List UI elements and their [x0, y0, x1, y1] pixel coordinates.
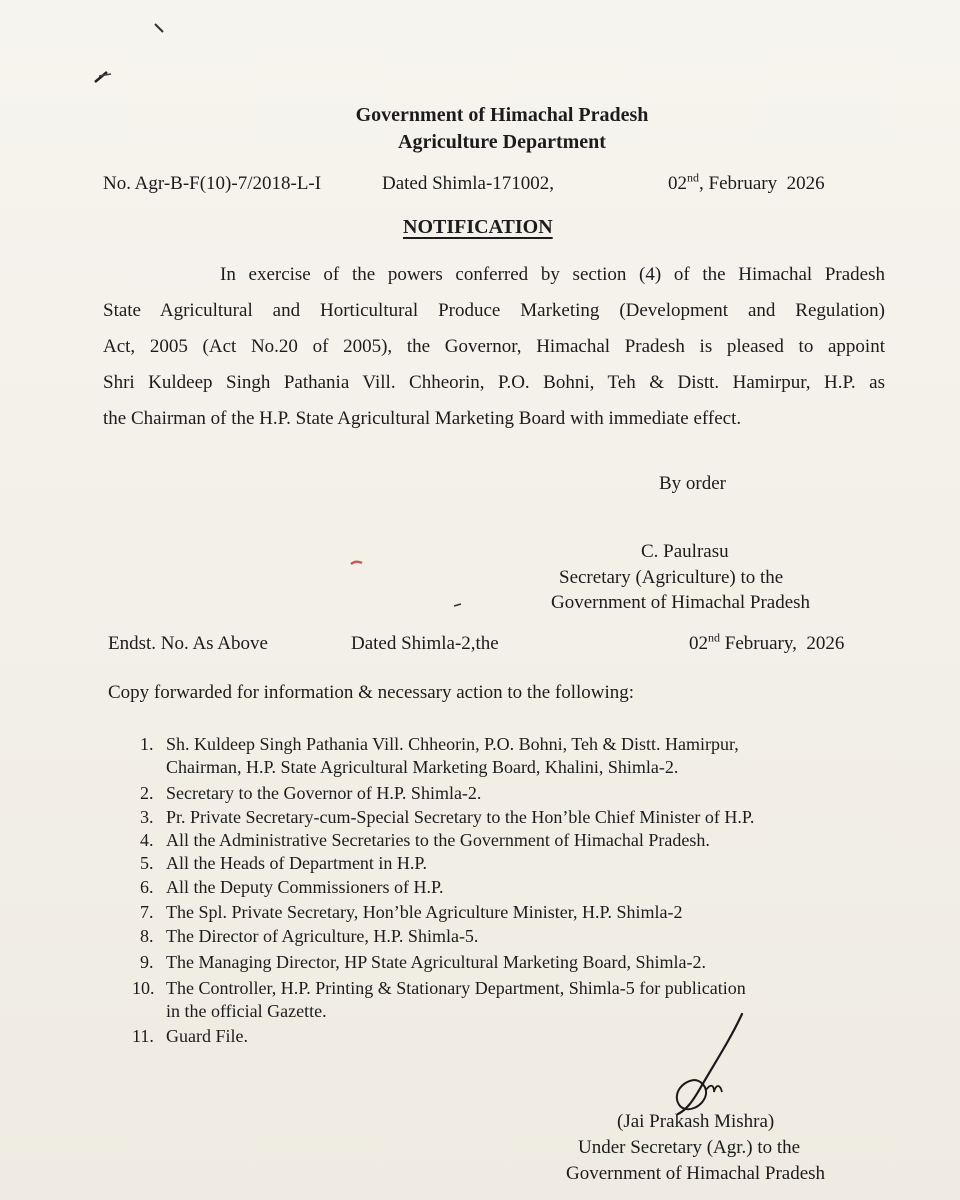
copy-forwarded-intro: Copy forwarded for information & necessary action to the following: — [108, 682, 635, 703]
list-text: Pr. Private Secretary-cum-Special Secretary to the Hon’ble Chief Minister of H.P. — [166, 807, 755, 827]
list-number: 7. — [140, 902, 154, 922]
signatory-government: Government of Himachal Pradesh — [551, 592, 811, 613]
reference-date-rest: , February 2026 — [699, 173, 825, 194]
body-line: Shri Kuldeep Singh Pathania Vill. Chheorin, P.O. Bohni, Teh & Distt. Hamirpur, H.P. as — [103, 372, 885, 393]
list-item — [140, 830, 710, 851]
ink-speck-icon — [452, 600, 464, 610]
list-number: 4. — [140, 830, 154, 850]
header-department: Agriculture Department — [398, 131, 606, 153]
endorsement-dated: Dated Shimla-2,the — [351, 633, 499, 654]
reference-dated: Dated Shimla-171002, — [382, 173, 555, 194]
body-line: State Agricultural and Horticultural Produce Marketing (Development and Regulation) — [103, 300, 885, 321]
list-number: 8. — [140, 926, 154, 946]
endorsement-date-rest: February, 2026 — [720, 633, 845, 654]
list-number: 9. — [140, 952, 154, 972]
signatory-name: C. Paulrasu — [641, 541, 729, 562]
notification-title: NOTIFICATION — [403, 216, 553, 238]
signatory-designation: Secretary (Agriculture) to the — [559, 567, 784, 588]
list-item — [140, 853, 427, 874]
list-item — [140, 952, 706, 973]
list-number: 2. — [140, 783, 154, 803]
list-text: The Spl. Private Secretary, Hon’ble Agriculture Minister, H.P. Shimla-2 — [166, 902, 683, 922]
list-text: Sh. Kuldeep Singh Pathania Vill. Chheorin, P.O. Bohni, Teh & Distt. Hamirpur, — [166, 734, 739, 754]
list-item — [140, 926, 478, 947]
list-number: 6. — [140, 877, 154, 897]
list-text: Chairman, H.P. State Agricultural Marketing Board, Khalini, Shimla-2. — [166, 757, 679, 777]
list-item — [140, 734, 739, 755]
undersigned-designation: Under Secretary (Agr.) to the — [578, 1137, 801, 1158]
list-text: All the Heads of Department in H.P. — [166, 853, 427, 873]
list-item-continuation — [166, 757, 678, 778]
list-item — [140, 783, 481, 804]
reference-number: No. Agr-B-F(10)-7/2018-L-I — [103, 173, 322, 194]
list-item — [140, 902, 683, 923]
reference-date — [668, 170, 825, 195]
list-text: All the Administrative Secretaries to the Government of Himachal Pradesh. — [166, 830, 710, 850]
staple-mark-icon — [85, 10, 185, 90]
list-text: The Managing Director, HP State Agricultural Marketing Board, Shimla-2. — [166, 952, 706, 972]
list-number: 5. — [140, 853, 154, 873]
endorsement-date-day: 02 — [689, 633, 708, 654]
ink-dot-icon — [350, 558, 364, 568]
undersigned-name: (Jai Prakash Mishra) — [617, 1111, 775, 1132]
undersigned-government: Government of Himachal Pradesh — [566, 1163, 826, 1184]
endorsement-number: Endst. No. As Above — [108, 633, 268, 654]
list-number: 1. — [140, 734, 154, 754]
list-number: 11. — [132, 1026, 154, 1046]
list-text: in the official Gazette. — [166, 1001, 327, 1021]
list-text: All the Deputy Commissioners of H.P. — [166, 877, 444, 897]
list-text: Guard File. — [166, 1026, 248, 1046]
list-item — [140, 807, 754, 828]
list-item-continuation — [166, 1001, 327, 1022]
endorsement-date — [689, 630, 845, 655]
list-item — [140, 877, 444, 898]
list-number: 10. — [132, 978, 155, 998]
handwritten-signature — [650, 1010, 760, 1120]
list-text: The Controller, H.P. Printing & Stationary Department, Shimla-5 for publication — [166, 978, 746, 998]
endorsement-date-suffix: nd — [708, 630, 720, 645]
body-line: In exercise of the powers conferred by section (4) of the Himachal Pradesh — [220, 264, 885, 285]
body-line: Act, 2005 (Act No.20 of 2005), the Governor, Himachal Pradesh is pleased to appoint — [103, 336, 885, 357]
reference-date-day: 02 — [668, 173, 687, 194]
notification-body — [103, 257, 885, 437]
reference-date-suffix: nd — [687, 170, 699, 185]
by-order: By order — [659, 473, 727, 494]
list-item — [132, 978, 746, 999]
header-government: Government of Himachal Pradesh — [355, 104, 649, 126]
list-item — [132, 1026, 248, 1047]
list-text: Secretary to the Governor of H.P. Shimla-2. — [166, 783, 482, 803]
list-text: The Director of Agriculture, H.P. Shimla-5. — [166, 926, 479, 946]
body-line: the Chairman of the H.P. State Agricultural Marketing Board with immediate effect. — [103, 408, 742, 429]
list-number: 3. — [140, 807, 154, 827]
